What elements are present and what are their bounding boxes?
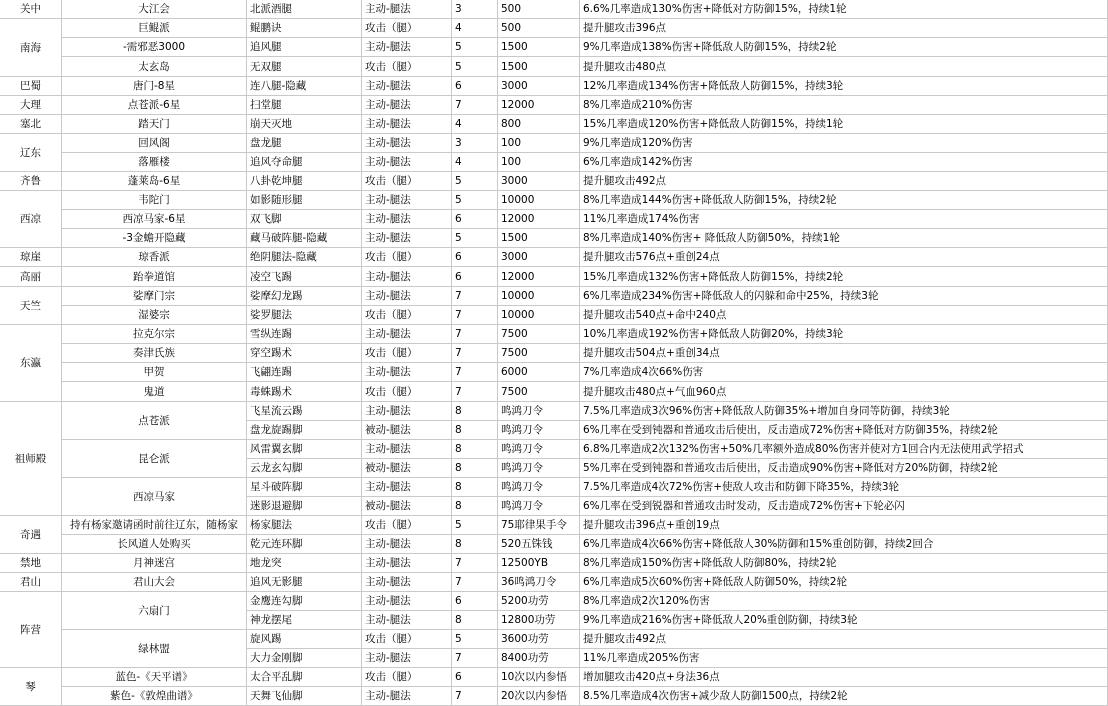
skill-type-cell: 攻击（腿） [362, 344, 452, 363]
region-cell: 塞北 [0, 115, 62, 134]
cost-cell: 36鸣鸿刀令 [498, 573, 580, 592]
region-cell [0, 402, 62, 516]
skill-name-cell: 娑摩幻龙踢 [247, 287, 362, 306]
sect-cell-text: 昆仑派 [138, 452, 170, 465]
region-cell [0, 325, 62, 402]
skill-type-cell: 主动-腿法 [362, 267, 452, 287]
skill-name-cell: 毒蛛踢术 [247, 382, 362, 402]
sect-cell: 甲贺 [62, 363, 247, 382]
cost-cell: 鸣鸿刀令 [498, 421, 580, 440]
effect-cell: 提升腿攻击504点+重创34点 [580, 344, 1108, 363]
region-cell: 禁地 [0, 554, 62, 573]
skill-name-cell: 风雷翼玄脚 [247, 440, 362, 459]
level-cell: 7 [452, 382, 498, 402]
region-cell-text: 天竺 [20, 299, 41, 312]
effect-cell: 15%几率造成120%伤害+降低敌人防御15%，持续1轮 [580, 115, 1108, 134]
level-cell: 6 [452, 267, 498, 287]
effect-cell: 8.5%几率造成4次伤害+减少敌人防御1500点，持续2轮 [580, 687, 1108, 706]
level-cell: 8 [452, 440, 498, 459]
skill-name-cell: 云龙玄勾脚 [247, 459, 362, 478]
effect-cell: 8%几率造成150%伤害+降低敌人防御80%，持续2轮 [580, 554, 1108, 573]
region-cell-text: 奇遇 [20, 528, 41, 541]
cost-cell: 1500 [498, 38, 580, 57]
effect-cell: 提升腿攻击540点+命中240点 [580, 306, 1108, 325]
skill-name-cell: 北派酒腿 [247, 0, 362, 19]
region-cell [0, 134, 62, 172]
skill-name-cell: 绝阴腿法-隐藏 [247, 248, 362, 267]
level-cell: 7 [452, 363, 498, 382]
level-cell: 5 [452, 38, 498, 57]
sect-cell: 西凉马家-6星 [62, 210, 247, 229]
effect-cell: 10%几率造成192%伤害+降低敌人防御20%，持续3轮 [580, 325, 1108, 344]
cost-cell: 鸣鸿刀令 [498, 497, 580, 516]
skill-type-cell: 被动-腿法 [362, 421, 452, 440]
level-cell: 5 [452, 229, 498, 248]
sect-cell [62, 440, 247, 478]
skill-name-cell: 鲲鹏诀 [247, 19, 362, 38]
effect-cell: 8%几率造成2次120%伤害 [580, 592, 1108, 611]
skill-name-cell: 太合平乱脚 [247, 668, 362, 687]
sect-cell-text: 绿林盟 [138, 642, 170, 655]
skill-type-cell: 攻击（腿） [362, 172, 452, 191]
effect-cell: 增加腿攻击420点+身法36点 [580, 668, 1108, 687]
skill-name-cell: 如影随形腿 [247, 191, 362, 210]
skill-name-cell: 崩天灭地 [247, 115, 362, 134]
region-cell: 齐鲁 [0, 172, 62, 191]
skill-type-cell: 主动-腿法 [362, 535, 452, 554]
cost-cell: 800 [498, 115, 580, 134]
sect-cell: 紫色-《敦煌曲谱》 [62, 687, 247, 706]
effect-cell: 提升腿攻击492点 [580, 172, 1108, 191]
cost-cell: 500 [498, 0, 580, 19]
cost-cell: 12000 [498, 267, 580, 287]
effect-cell: 6%几率在受到锐器和普通攻击时发动，反击造成72%伤害+下轮必闪 [580, 497, 1108, 516]
level-cell: 5 [452, 516, 498, 535]
skill-type-cell: 主动-腿法 [362, 96, 452, 115]
level-cell: 7 [452, 573, 498, 592]
effect-cell: 提升腿攻击480点+气血960点 [580, 382, 1108, 402]
sect-cell: 回风阁 [62, 134, 247, 153]
skill-name-cell: 藏马破阵腿-隐藏 [247, 229, 362, 248]
sect-cell: 月神迷宫 [62, 554, 247, 573]
sect-cell: 落雁楼 [62, 153, 247, 172]
effect-cell: 8%几率造成144%伤害+降低敌人防御15%，持续2轮 [580, 191, 1108, 210]
sect-cell: 巨鲲派 [62, 19, 247, 38]
skill-type-cell: 攻击（腿） [362, 382, 452, 402]
sect-cell: 蓬莱岛-6星 [62, 172, 247, 191]
skill-name-cell: 娑罗腿法 [247, 306, 362, 325]
level-cell: 6 [452, 592, 498, 611]
effect-cell: 11%几率造成205%伤害 [580, 649, 1108, 668]
effect-cell: 9%几率造成216%伤害+降低敌人20%重创防御，持续3轮 [580, 611, 1108, 630]
sect-cell: 奏津氏族 [62, 344, 247, 363]
region-cell [0, 191, 62, 248]
sect-cell [62, 592, 247, 630]
sect-cell: 君山大会 [62, 573, 247, 592]
effect-cell: 6.6%几率造成130%伤害+降低对方防御15%，持续1轮 [580, 0, 1108, 19]
cost-cell: 鸣鸿刀令 [498, 440, 580, 459]
level-cell: 5 [452, 191, 498, 210]
effect-cell: 15%几率造成132%伤害+降低敌人防御15%，持续2轮 [580, 267, 1108, 287]
effect-cell: 提升腿攻击480点 [580, 57, 1108, 77]
effect-cell: 12%几率造成134%伤害+降低敌人防御15%，持续3轮 [580, 77, 1108, 96]
effect-cell: 提升腿攻击396点 [580, 19, 1108, 38]
sect-cell [62, 630, 247, 668]
level-cell: 7 [452, 287, 498, 306]
skill-type-cell: 攻击（腿） [362, 57, 452, 77]
skill-type-cell: 攻击（腿） [362, 630, 452, 649]
effect-cell: 5%几率在受到钝器和普通攻击后使出，反击造成90%伤害+降低对方20%防御，持续2轮 [580, 459, 1108, 478]
cost-cell: 7500 [498, 382, 580, 402]
sect-cell: 鬼道 [62, 382, 247, 402]
skill-name-cell: 追风夺命腿 [247, 153, 362, 172]
cost-cell: 520五铢钱 [498, 535, 580, 554]
effect-cell: 6%几率在受到钝器和普通攻击后使出，反击造成72%伤害+降低对方防御35%，持续2轮 [580, 421, 1108, 440]
region-cell: 高丽 [0, 267, 62, 287]
skill-type-cell: 主动-腿法 [362, 77, 452, 96]
skill-name-cell: 大力金刚脚 [247, 649, 362, 668]
sect-cell: 长风道人处购买 [62, 535, 247, 554]
level-cell: 6 [452, 248, 498, 267]
region-cell: 大理 [0, 96, 62, 115]
cost-cell: 7500 [498, 325, 580, 344]
skill-type-cell: 攻击（腿） [362, 19, 452, 38]
level-cell: 7 [452, 96, 498, 115]
skill-name-cell: 无双腿 [247, 57, 362, 77]
skill-name-cell: 扫堂腿 [247, 96, 362, 115]
effect-cell: 提升腿攻击576点+重创24点 [580, 248, 1108, 267]
level-cell: 5 [452, 630, 498, 649]
sect-cell: 跆拳道馆 [62, 267, 247, 287]
sect-cell: 娑摩门宗 [62, 287, 247, 306]
sect-cell: 琼香派 [62, 248, 247, 267]
sect-cell: 湿婆宗 [62, 306, 247, 325]
skill-type-cell: 主动-腿法 [362, 229, 452, 248]
skill-type-cell: 主动-腿法 [362, 649, 452, 668]
effect-cell: 9%几率造成138%伤害+降低敌人防御15%，持续2轮 [580, 38, 1108, 57]
cost-cell: 3000 [498, 248, 580, 267]
effect-cell: 7.5%几率造成3次96%伤害+降低敌人防御35%+增加自身同等防御，持续3轮 [580, 402, 1108, 421]
cost-cell: 7500 [498, 344, 580, 363]
skill-type-cell: 主动-腿法 [362, 287, 452, 306]
sect-cell: 唐门-8星 [62, 77, 247, 96]
skill-type-cell: 被动-腿法 [362, 459, 452, 478]
level-cell: 8 [452, 459, 498, 478]
skill-name-cell: 神龙摆尾 [247, 611, 362, 630]
cost-cell: 3600功劳 [498, 630, 580, 649]
skill-name-cell: 乾元连环脚 [247, 535, 362, 554]
sect-cell-text: 点苍派 [138, 414, 170, 427]
region-cell [0, 287, 62, 325]
level-cell: 8 [452, 535, 498, 554]
effect-cell: 提升腿攻击492点 [580, 630, 1108, 649]
sect-cell: 韦陀门 [62, 191, 247, 210]
skill-type-cell: 攻击（腿） [362, 306, 452, 325]
level-cell: 7 [452, 649, 498, 668]
skill-type-cell: 攻击（腿） [362, 516, 452, 535]
region-cell-text: 南海 [20, 41, 41, 54]
cost-cell: 12000 [498, 210, 580, 229]
level-cell: 8 [452, 611, 498, 630]
cost-cell: 3000 [498, 172, 580, 191]
effect-cell: 8%几率造成210%伤害 [580, 96, 1108, 115]
level-cell: 6 [452, 668, 498, 687]
level-cell: 7 [452, 554, 498, 573]
sect-cell: 点苍派-6星 [62, 96, 247, 115]
skill-name-cell: 金鹰连勾脚 [247, 592, 362, 611]
skill-name-cell: 追风无影腿 [247, 573, 362, 592]
skill-type-cell: 主动-腿法 [362, 363, 452, 382]
region-cell-text: 辽东 [20, 146, 41, 159]
level-cell: 7 [452, 687, 498, 706]
cost-cell: 10次以内参悟 [498, 668, 580, 687]
cost-cell: 鸣鸿刀令 [498, 402, 580, 421]
cost-cell: 12500YB [498, 554, 580, 573]
skill-name-cell: 追风腿 [247, 38, 362, 57]
skill-type-cell: 主动-腿法 [362, 0, 452, 19]
skill-type-cell: 主动-腿法 [362, 115, 452, 134]
level-cell: 7 [452, 306, 498, 325]
skill-type-cell: 攻击（腿） [362, 668, 452, 687]
level-cell: 3 [452, 134, 498, 153]
cost-cell: 75耶律果手令 [498, 516, 580, 535]
skill-name-cell: 地龙突 [247, 554, 362, 573]
skill-name-cell: 穿空踢术 [247, 344, 362, 363]
effect-cell: 6%几率造成142%伤害 [580, 153, 1108, 172]
cost-cell: 3000 [498, 77, 580, 96]
sect-cell: -需邪恶3000 [62, 38, 247, 57]
effect-cell: 6%几率造成234%伤害+降低敌人的闪躲和命中25%，持续3轮 [580, 287, 1108, 306]
skill-name-cell: 八卦乾坤腿 [247, 172, 362, 191]
level-cell: 8 [452, 497, 498, 516]
level-cell: 6 [452, 77, 498, 96]
cost-cell: 12800功劳 [498, 611, 580, 630]
cost-cell: 10000 [498, 287, 580, 306]
cost-cell: 20次以内参悟 [498, 687, 580, 706]
region-cell-text: 琴 [25, 680, 36, 693]
cost-cell: 10000 [498, 191, 580, 210]
skill-type-cell: 攻击（腿） [362, 248, 452, 267]
skill-type-cell: 主动-腿法 [362, 592, 452, 611]
cost-cell: 1500 [498, 57, 580, 77]
level-cell: 7 [452, 325, 498, 344]
region-cell-text: 东瀛 [20, 357, 41, 369]
skill-type-cell: 主动-腿法 [362, 325, 452, 344]
sect-cell: 大江会 [62, 0, 247, 19]
effect-cell: 7%几率造成4次66%伤害 [580, 363, 1108, 382]
skill-name-cell: 天舞飞仙脚 [247, 687, 362, 706]
sect-cell [62, 402, 247, 440]
skill-type-cell: 主动-腿法 [362, 478, 452, 497]
sect-cell [62, 478, 247, 516]
level-cell: 8 [452, 478, 498, 497]
cost-cell: 500 [498, 19, 580, 38]
skill-name-cell: 盘龙旋踢脚 [247, 421, 362, 440]
skill-name-cell: 雪纵连踢 [247, 325, 362, 344]
level-cell: 6 [452, 210, 498, 229]
sect-cell: -3金蟾开隐藏 [62, 229, 247, 248]
effect-cell: 7.5%几率造成4次72%伤害+使敌人攻击和防御下降35%，持续3轮 [580, 478, 1108, 497]
cost-cell: 10000 [498, 306, 580, 325]
skill-type-cell: 主动-腿法 [362, 402, 452, 421]
sect-cell-text: 六扇门 [138, 604, 170, 617]
sect-cell-text: 西凉马家 [133, 490, 175, 503]
skill-type-cell: 主动-腿法 [362, 210, 452, 229]
level-cell: 7 [452, 344, 498, 363]
skill-type-cell: 主动-腿法 [362, 611, 452, 630]
level-cell: 8 [452, 421, 498, 440]
sect-cell: 蓝色-《天平谱》 [62, 668, 247, 687]
level-cell: 5 [452, 172, 498, 191]
skill-type-cell: 被动-腿法 [362, 497, 452, 516]
skill-type-cell: 主动-腿法 [362, 38, 452, 57]
effect-cell: 6%几率造成5次60%伤害+降低敌人防御50%，持续2轮 [580, 573, 1108, 592]
skill-name-cell: 杨家腿法 [247, 516, 362, 535]
region-cell-text: 西凉 [20, 213, 41, 225]
sect-cell: 太玄岛 [62, 57, 247, 77]
skill-name-cell: 连八腿-隐藏 [247, 77, 362, 96]
cost-cell: 1500 [498, 229, 580, 248]
cost-cell: 5200功劳 [498, 592, 580, 611]
cost-cell: 鸣鸿刀令 [498, 478, 580, 497]
skill-name-cell: 星斗破阵脚 [247, 478, 362, 497]
level-cell: 8 [452, 402, 498, 421]
effect-cell: 6%几率造成4次66%伤害+降低敌人30%防御和15%重创防御，持续2回合 [580, 535, 1108, 554]
region-cell: 巴蜀 [0, 77, 62, 96]
cost-cell: 100 [498, 134, 580, 153]
region-cell [0, 668, 62, 706]
skill-name-cell: 凌空飞踢 [247, 267, 362, 287]
skill-type-cell: 主动-腿法 [362, 134, 452, 153]
sect-cell: 持有杨家邀请函时前往辽东，随杨家 [62, 516, 247, 535]
effect-cell: 11%几率造成174%伤害 [580, 210, 1108, 229]
level-cell: 4 [452, 19, 498, 38]
skill-type-cell: 主动-腿法 [362, 687, 452, 706]
region-cell-text: 祖师殿 [14, 452, 47, 465]
skill-name-cell: 飞星流云踢 [247, 402, 362, 421]
level-cell: 5 [452, 57, 498, 77]
skill-name-cell: 盘龙腿 [247, 134, 362, 153]
skill-name-cell: 双飞脚 [247, 210, 362, 229]
region-cell [0, 592, 62, 668]
skill-type-cell: 主动-腿法 [362, 191, 452, 210]
region-cell: 关中 [0, 0, 62, 19]
region-cell: 琼崖 [0, 248, 62, 267]
level-cell: 4 [452, 153, 498, 172]
effect-cell: 9%几率造成120%伤害 [580, 134, 1108, 153]
cost-cell: 鸣鸿刀令 [498, 459, 580, 478]
region-cell: 君山 [0, 573, 62, 592]
skill-name-cell: 旋风踢 [247, 630, 362, 649]
sect-cell: 踏天门 [62, 115, 247, 134]
skill-type-cell: 主动-腿法 [362, 153, 452, 172]
sect-cell: 拉克尔宗 [62, 325, 247, 344]
cost-cell: 12000 [498, 96, 580, 115]
skill-type-cell: 主动-腿法 [362, 573, 452, 592]
skill-type-cell: 主动-腿法 [362, 554, 452, 573]
cost-cell: 6000 [498, 363, 580, 382]
effect-cell: 8%几率造成140%伤害+ 降低敌人防御50%，持续1轮 [580, 229, 1108, 248]
skill-name-cell: 飞翩连踢 [247, 363, 362, 382]
region-cell [0, 516, 62, 554]
cost-cell: 100 [498, 153, 580, 172]
skill-name-cell: 迷影退避脚 [247, 497, 362, 516]
level-cell: 3 [452, 0, 498, 19]
region-cell-text: 阵营 [20, 623, 41, 636]
effect-cell: 6.8%几率造成2次132%伤害+50%几率额外造成80%伤害并使对方1回合内无法使用武学招式 [580, 440, 1108, 459]
level-cell: 4 [452, 115, 498, 134]
effect-cell: 提升腿攻击396点+重创19点 [580, 516, 1108, 535]
region-cell [0, 19, 62, 77]
cost-cell: 8400功劳 [498, 649, 580, 668]
skill-type-cell: 主动-腿法 [362, 440, 452, 459]
